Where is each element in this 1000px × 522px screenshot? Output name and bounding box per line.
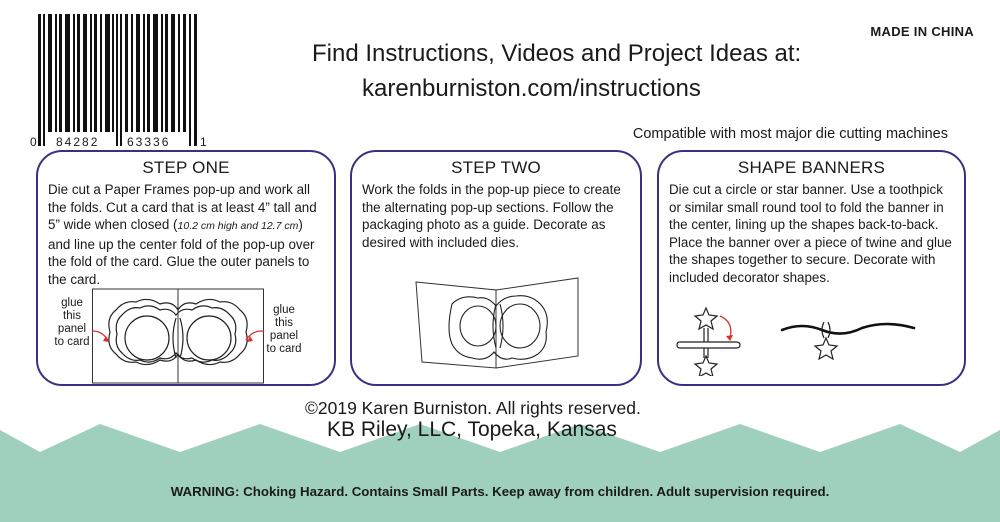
twine-banner-illustration bbox=[780, 318, 916, 372]
compatibility-note: Compatible with most major die cutting machines bbox=[632, 126, 948, 142]
choking-warning: WARNING: Choking Hazard. Contains Small Parts. Keep away from children. Adult supervision required. bbox=[170, 484, 830, 499]
card-popup-illustration bbox=[412, 274, 584, 370]
shape-banners-title: SHAPE BANNERS bbox=[737, 158, 886, 177]
step-one-text: Die cut a Paper Frames pop-up and work all the folds. Cut a card that is at least 4” tall and 5” wide when closed (10.2 cm high and 12.7 cm) and line up the center fold of the pop-up over the fold of the card. Glue the outer panels to the card. bbox=[48, 182, 317, 287]
left-glue-note: glue this panel to card bbox=[54, 297, 90, 348]
barcode-digit-left: 0 bbox=[30, 135, 39, 149]
barcode-digits-group2: 63336 bbox=[127, 135, 171, 149]
barcode-digit-right: 1 bbox=[200, 135, 209, 149]
step-two-text: Work the folds in the pop-up piece to create the alternating pop-up sections. Follow the packaging photo as a guide. Decorate as desired with included dies. bbox=[362, 182, 621, 250]
toothpick-star-illustration bbox=[676, 306, 756, 376]
shape-banners-text: Die cut a circle or star banner. Use a toothpick or similar small round tool to fold the banner in the center, lining up the shapes back-to-back. Place the banner over a piece of twine and glue the shapes together to secure. Decorate with included decorator shapes. bbox=[669, 182, 952, 285]
popup-frame-illustration bbox=[92, 288, 264, 384]
instructions-url: karenburniston.com/instructions bbox=[362, 75, 701, 102]
company-name: KB Riley, LLC, Topeka, Kansas bbox=[327, 418, 617, 441]
step-two-title: STEP TWO bbox=[451, 158, 541, 177]
step-one-title: STEP ONE bbox=[142, 158, 230, 177]
made-in-label: MADE IN CHINA bbox=[870, 24, 974, 39]
copyright: ©2019 Karen Burniston. All rights reserved. bbox=[305, 398, 641, 418]
barcode-digits-group1: 84282 bbox=[56, 135, 100, 149]
find-instructions-heading: Find Instructions, Videos and Project Ideas at: bbox=[312, 40, 802, 67]
barcode bbox=[28, 14, 208, 146]
right-glue-note: glue this panel to card bbox=[266, 304, 302, 355]
